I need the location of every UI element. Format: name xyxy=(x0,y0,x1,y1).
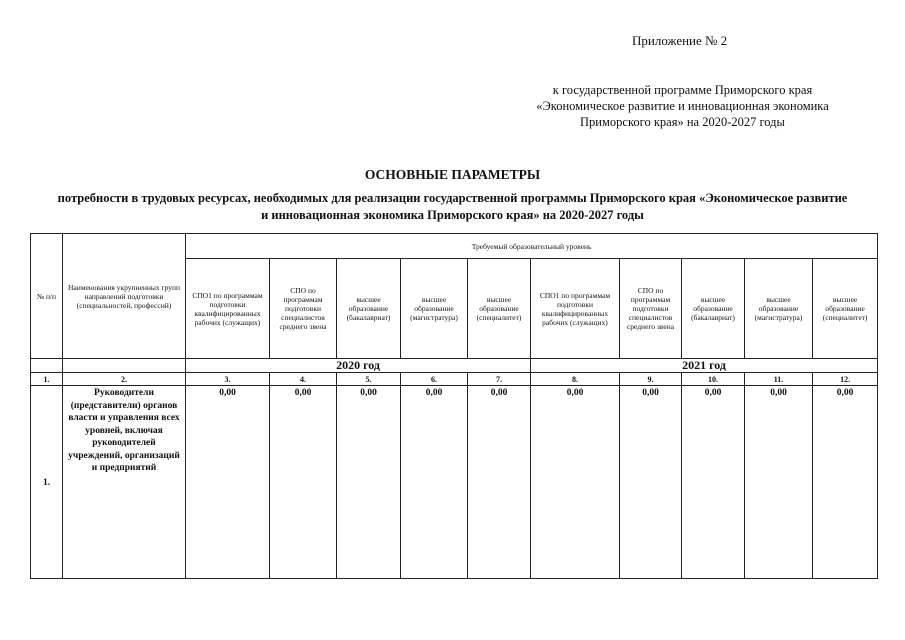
column-index: 2. xyxy=(63,373,186,386)
document-subtitle-line: и инновационная экономика Приморского края» на 2020-2027 годы xyxy=(261,208,644,222)
table-header-row xyxy=(31,234,878,259)
appendix-reference-line: Приморского края» на 2020-2027 годы xyxy=(580,115,785,129)
value-cell: 0,00 xyxy=(682,386,745,579)
column-header: СПО1 по программам подготовки квалифицированных рабочих (служащих) xyxy=(186,259,270,359)
value-cell: 0,00 xyxy=(186,386,270,579)
value-cell: 0,00 xyxy=(813,386,878,579)
appendix-title: Приложение № 2 xyxy=(632,33,728,48)
value-cell: 0,00 xyxy=(270,386,337,579)
value-cell: 0,00 xyxy=(745,386,813,579)
column-index: 3. xyxy=(186,373,270,386)
parameters-table xyxy=(30,233,878,579)
column-index: 5. xyxy=(337,373,401,386)
column-header: высшее образование (магистратура) xyxy=(745,259,813,359)
column-header-number: № п/п xyxy=(31,234,63,359)
column-index: 10. xyxy=(682,373,745,386)
column-header: высшее образование (бакалавриат) xyxy=(682,259,745,359)
column-header: СПО по программам подготовки специалистов среднего звена xyxy=(620,259,682,359)
column-header: высшее образование (специалитет) xyxy=(813,259,878,359)
column-header-education-level: Требуемый образовательный уровень xyxy=(186,234,878,259)
appendix-reference-line: «Экономическое развитие и инновационная экономика xyxy=(536,99,829,113)
value-cell: 0,00 xyxy=(468,386,531,579)
column-index-row xyxy=(31,373,878,386)
value-cell: 0,00 xyxy=(620,386,682,579)
column-index: 1. xyxy=(31,373,63,386)
appendix-reference-line: к государственной программе Приморского края xyxy=(552,83,813,97)
column-index: 9. xyxy=(620,373,682,386)
table-row xyxy=(31,386,878,579)
document-subtitle-line: потребности в трудовых ресурсах, необходимых для реализации государственной программы Приморского края «Экономическое развитие xyxy=(57,191,848,205)
row-number: 1. xyxy=(31,386,63,579)
value-cell: 0,00 xyxy=(401,386,468,579)
empty-cell xyxy=(63,359,186,373)
column-index: 11. xyxy=(745,373,813,386)
column-index: 4. xyxy=(270,373,337,386)
column-header: СПО1 по программам подготовки квалифицированных рабочих (служащих) xyxy=(531,259,620,359)
column-index: 6. xyxy=(401,373,468,386)
year-label: 2021 год xyxy=(531,359,878,373)
column-index: 7. xyxy=(468,373,531,386)
column-header: высшее образование (магистратура) xyxy=(401,259,468,359)
document-subtitle xyxy=(30,190,875,224)
year-label: 2020 год xyxy=(186,359,531,373)
value-cell: 0,00 xyxy=(531,386,620,579)
appendix-reference xyxy=(510,82,855,130)
row-name: Руководители (представители) органов власти и управления всех уровней, включая руководителей учреждений, организаций и предприятий xyxy=(63,386,186,579)
column-index: 12. xyxy=(813,373,878,386)
empty-cell xyxy=(31,359,63,373)
year-row xyxy=(31,359,878,373)
column-header: высшее образование (специалитет) xyxy=(468,259,531,359)
column-header: СПО по программам подготовки специалистов среднего звена xyxy=(270,259,337,359)
value-cell: 0,00 xyxy=(337,386,401,579)
column-header: высшее образование (бакалавриат) xyxy=(337,259,401,359)
document-title: ОСНОВНЫЕ ПАРАМЕТРЫ xyxy=(364,167,541,182)
column-index: 8. xyxy=(531,373,620,386)
column-header-name: Наименования укрупненных групп направлений подготовки (специальностей, профессий) xyxy=(63,234,186,359)
